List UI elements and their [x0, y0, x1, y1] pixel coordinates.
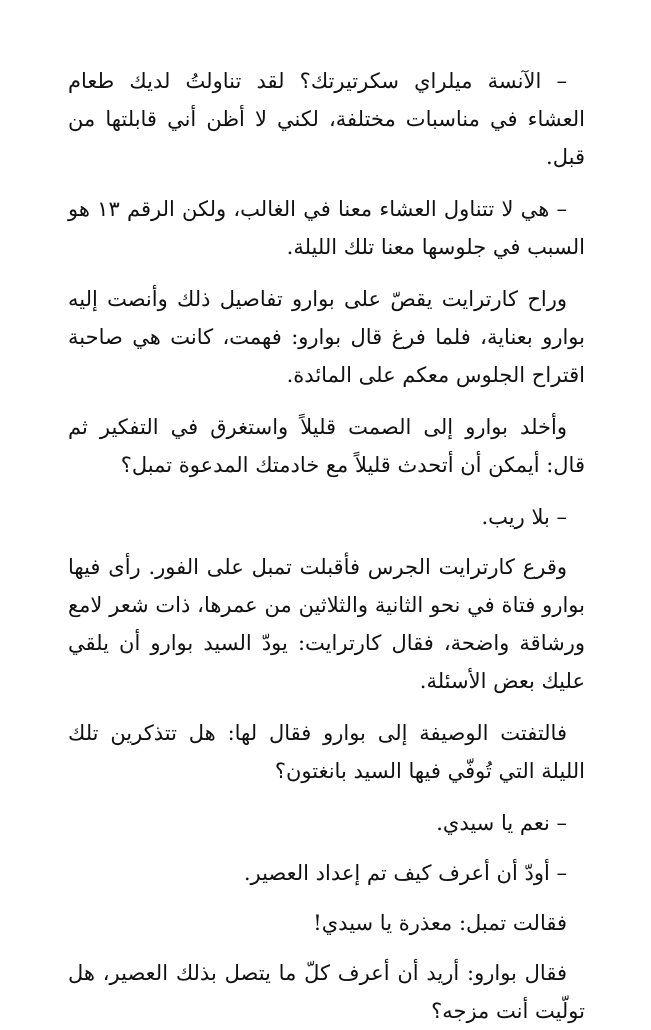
- paragraph-2: – هي لا تتناول العشاء معنا في الغالب، ولكن الرقم ١٣ هو السبب في جلوسها معنا تلك الليلة.: [68, 197, 585, 259]
- paragraph-5: – بلا ريب.: [481, 505, 567, 529]
- paragraph-9: – أودّ أن أعرف كيف تم إعداد العصير.: [243, 861, 567, 885]
- paragraph-3: وراح كارترايت يقصّ على بوارو تفاصيل ذلك وأنصت إليه بوارو بعناية، فلما فرغ قال بوارو: فهمت، كانت هي صاحبة اقتراح الجلوس معكم على المائدة.: [68, 287, 585, 387]
- paragraph-7: فالتفتت الوصيفة إلى بوارو فقال لها: هل تتذكرين تلك الليلة التي تُوفّي فيها السيد بانغتون؟: [68, 721, 585, 783]
- paragraph-8: – نعم يا سيدي.: [436, 811, 567, 835]
- paragraph-11: فقال بوارو: أريد أن أعرف كلّ ما يتصل بذلك العصير، هل تولّيت أنت مزجه؟: [68, 961, 585, 1023]
- paragraph-4: وأخلد بوارو إلى الصمت قليلاً واستغرق في التفكير ثم قال: أيمكن أن أتحدث قليلاً مع خادمتك المدعوة تمبل؟: [68, 415, 585, 477]
- paragraph-10: فقالت تمبل: معذرة يا سيدي!: [313, 911, 567, 935]
- paragraph-6: وقرع كارترايت الجرس فأقبلت تمبل على الفور. رأى فيها بوارو فتاة في نحو الثانية والثلاثين من عمرها، ذات شعر لامع ورشاقة واضحة، فقال كارترايت: يودّ السيد بوارو أن يلقي عليك بعض الأسئلة.: [68, 555, 585, 693]
- paragraph-1: – الآنسة ميلراي سكرتيرتك؟ لقد تناولتُ لديك طعام العشاء في مناسبات مختلفة، لكني لا أظن أني قابلتها من قبل.: [68, 69, 585, 169]
